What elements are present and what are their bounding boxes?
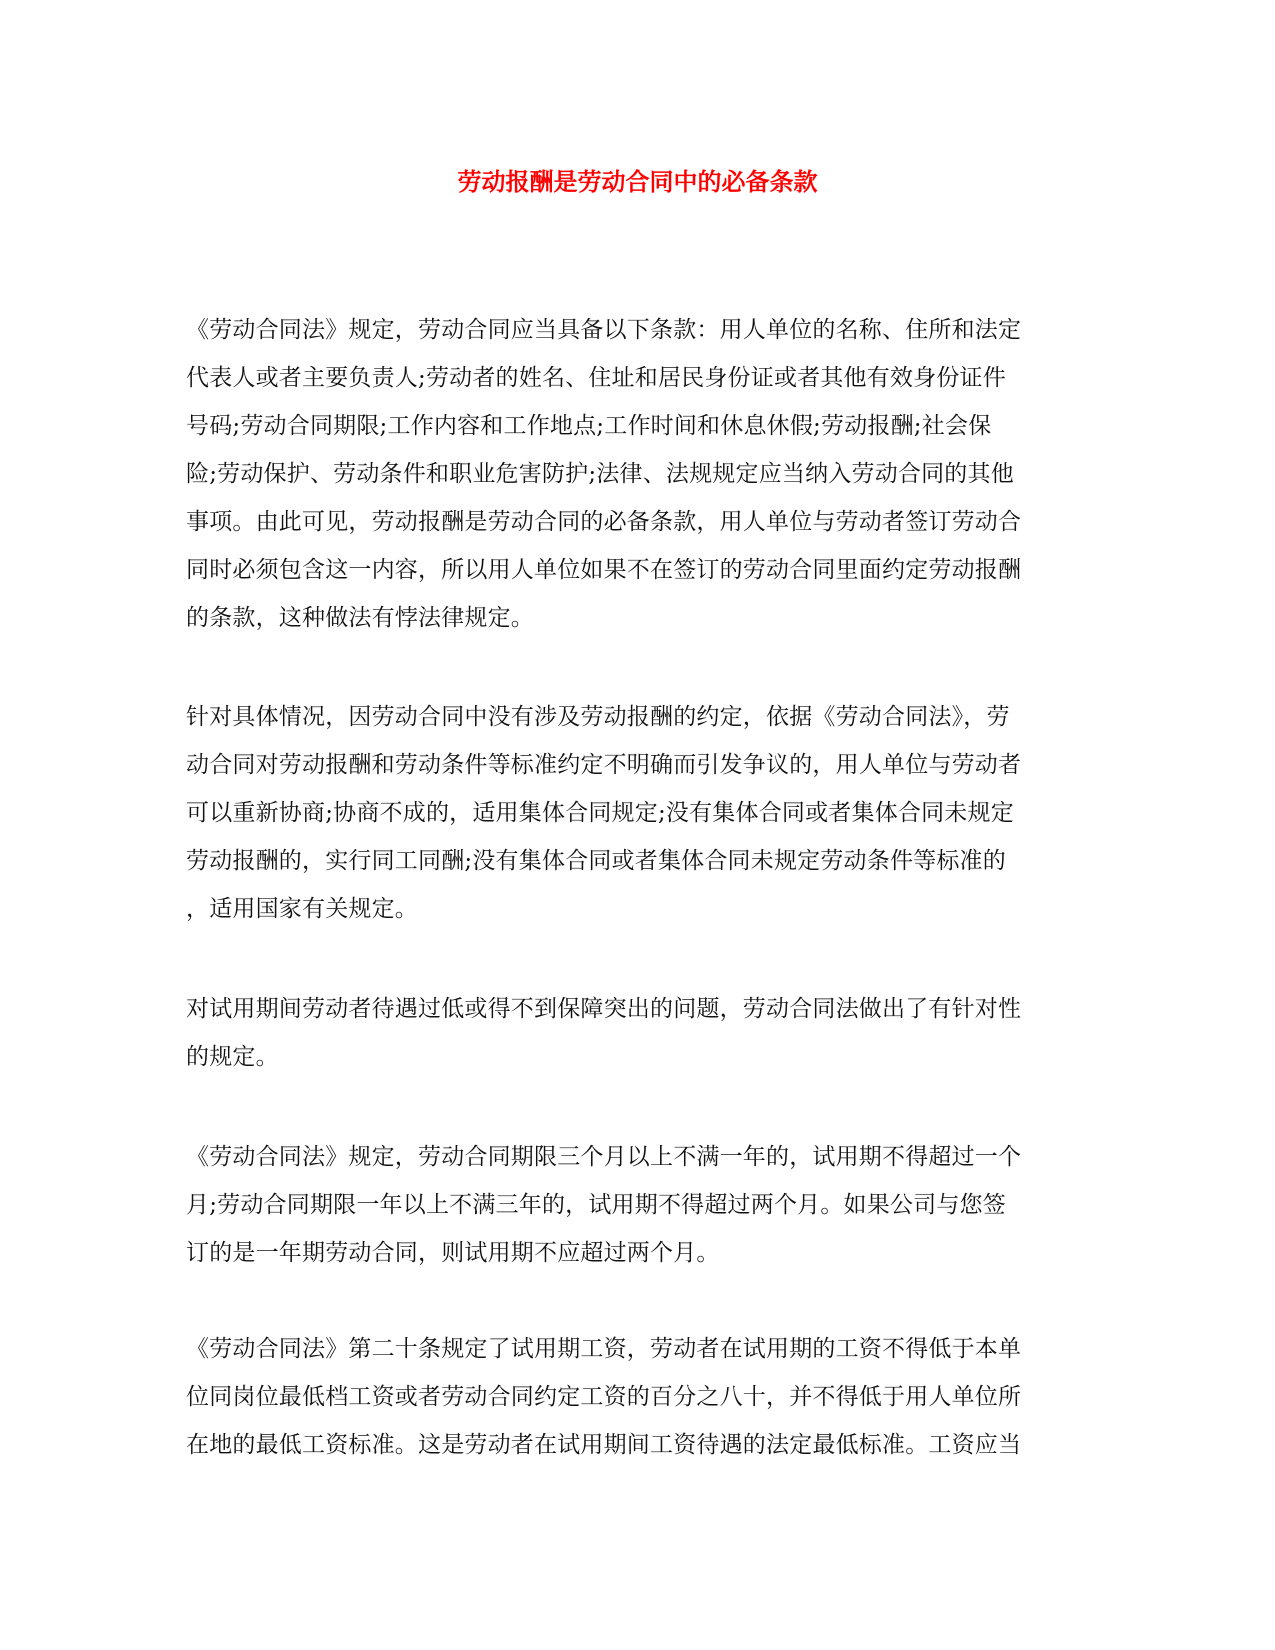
paragraph-line: 《劳动合同法》规定，劳动合同期限三个月以上不满一年的，试用期不得超过一个 — [186, 1144, 1022, 1170]
paragraph-line: 同时必须包含这一内容，所以用人单位如果不在签订的劳动合同里面约定劳动报酬 — [186, 557, 1022, 583]
paragraph-line: 对试用期间劳动者待遇过低或得不到保障突出的问题，劳动合同法做出了有针对性 — [186, 996, 1022, 1022]
paragraph-1 — [186, 306, 1086, 642]
paragraph-line: 的规定。 — [186, 1044, 279, 1070]
paragraph-line: 《劳动合同法》规定，劳动合同应当具备以下条款：用人单位的名称、住所和法定 — [186, 317, 1022, 343]
paragraph-line: ，适用国家有关规定。 — [186, 896, 418, 922]
paragraph-line: 代表人或者主要负责人;劳动者的姓名、住址和居民身份证或者其他有效身份证件 — [186, 365, 1006, 391]
paragraph-3 — [186, 985, 1086, 1081]
paragraph-line: 针对具体情况，因劳动合同中没有涉及劳动报酬的约定，依据《劳动合同法》，劳 — [186, 704, 1010, 730]
paragraph-line: 的条款，这种做法有悖法律规定。 — [186, 605, 534, 631]
paragraph-line: 险;劳动保护、劳动条件和职业危害防护;法律、法规规定应当纳入劳动合同的其他 — [186, 461, 1014, 487]
paragraph-line: 月;劳动合同期限一年以上不满三年的，试用期不得超过两个月。如果公司与您签 — [186, 1192, 1006, 1218]
paragraph-line: 事项。由此可见，劳动报酬是劳动合同的必备条款，用人单位与劳动者签订劳动合 — [186, 509, 1022, 535]
paragraph-line: 在地的最低工资标准。这是劳动者在试用期间工资待遇的法定最低标准。工资应当 — [186, 1432, 1022, 1458]
paragraph-5 — [186, 1325, 1086, 1469]
paragraph-4 — [186, 1133, 1086, 1277]
paragraph-line: 订的是一年期劳动合同，则试用期不应超过两个月。 — [186, 1240, 720, 1266]
paragraph-line: 动合同对劳动报酬和劳动条件等标准约定不明确而引发争议的，用人单位与劳动者 — [186, 752, 1022, 778]
paragraph-line: 《劳动合同法》第二十条规定了试用期工资，劳动者在试用期的工资不得低于本单 — [186, 1336, 1022, 1362]
paragraph-line: 劳动报酬的，实行同工同酬;没有集体合同或者集体合同未规定劳动条件等标准的 — [186, 848, 1006, 874]
document-title: 劳动报酬是劳动合同中的必备条款 — [457, 168, 818, 196]
paragraph-line: 可以重新协商;协商不成的，适用集体合同规定;没有集体合同或者集体合同未规定 — [186, 800, 1014, 826]
paragraph-2 — [186, 693, 1086, 933]
paragraph-line: 位同岗位最低档工资或者劳动合同约定工资的百分之八十，并不得低于用人单位所 — [186, 1384, 1022, 1410]
paragraph-line: 号码;劳动合同期限;工作内容和工作地点;工作时间和休息休假;劳动报酬;社会保 — [186, 413, 992, 439]
